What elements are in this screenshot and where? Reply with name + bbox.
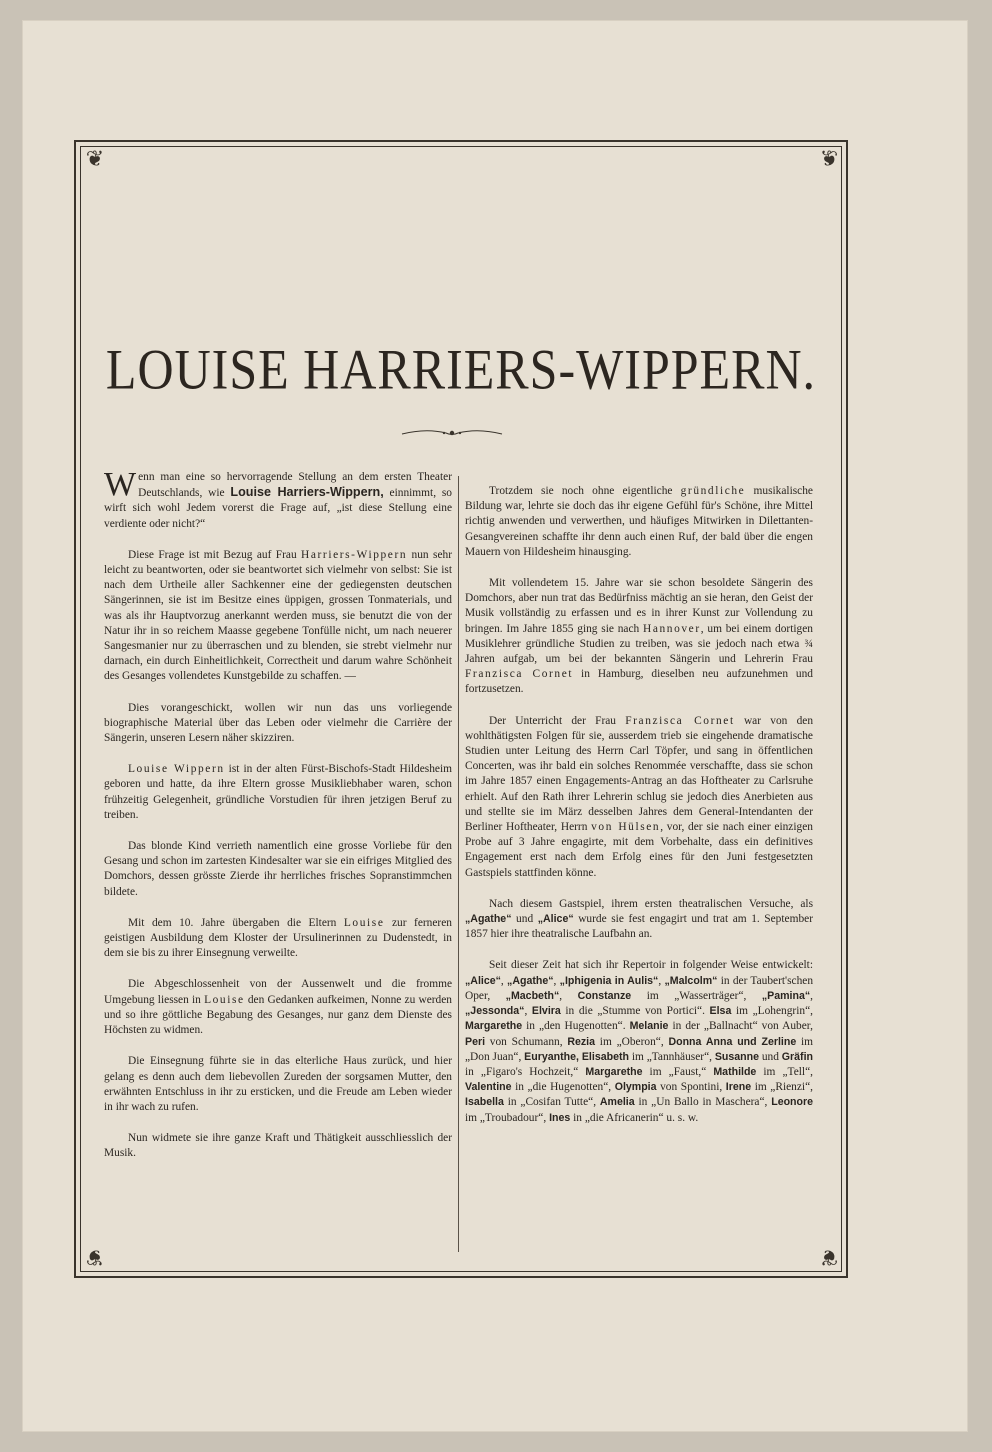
- text: Seit dieser Zeit hat sich ihr Repertoir in folgender Weise entwickelt:: [489, 959, 813, 972]
- left-column: [104, 466, 452, 1178]
- text: Mit dem 10. Jahre übergaben die Eltern: [128, 916, 344, 929]
- text: und: [511, 913, 538, 926]
- text: den Gedanken aufkeimen, Nonne zu werden und so ihre göttliche Begabung des Gesanges, nur ganz dem Dienste des Höchsten zu widmen.: [104, 993, 452, 1037]
- text: von Spontini,: [656, 1081, 726, 1094]
- role-name: „Macbeth“: [505, 989, 560, 1002]
- text: wurde sie fest engagirt und trat am 1. September 1857 hier ihre theatralische Laufbahn an.: [465, 913, 814, 941]
- drop-cap: W: [104, 466, 137, 503]
- paragraph: [104, 548, 452, 685]
- singer-name: Louise: [343, 916, 385, 929]
- text: im „Tannhäuser“,: [628, 1050, 715, 1063]
- paragraph: [104, 466, 452, 532]
- paragraph: [104, 916, 452, 962]
- role-name: Elvira: [531, 1005, 561, 1018]
- role-name: Leonore: [771, 1096, 814, 1109]
- text: ,: [553, 974, 560, 987]
- right-column: [465, 484, 813, 1142]
- text: in die „Stumme von Portici“.: [560, 1005, 710, 1018]
- role-name: Margarethe: [585, 1065, 643, 1078]
- role-name: Elsa: [709, 1005, 732, 1018]
- repertoire-paragraph: [465, 958, 813, 1125]
- text: , vor, der sie nach einer einzigen Probe auf 3 Jahre engagirte, mit dem Vorbehalte, dass ein definitives Engagement erst nach dem Erfolg eines für den Juni festgesetzten Gastspiels stattfinden könne.: [465, 821, 813, 879]
- text: Die Abgeschlossenheit von der Aussenwelt und die fromme Umgebung liessen in: [104, 978, 452, 1006]
- paragraph: Dies vorangeschickt, wollen wir nun das uns vorliegende biographische Material über das Leben oder vielmehr die Carrière der Sängerin, unseren Lesern näher skizziren.: [104, 701, 452, 745]
- title-ornament-icon: [400, 426, 504, 440]
- paragraph: [465, 576, 813, 698]
- text: ,: [810, 989, 813, 1002]
- emphasis: Franzisca Cornet: [625, 714, 735, 727]
- role-name: Melanie: [629, 1020, 669, 1033]
- paragraph: Das blonde Kind verrieth namentlich eine grosse Vorliebe für den Gesang und schon im zartesten Kindesalter war sie ein eifriges Mitglied des Domchors, dessen grösste Zierde ihr herrliches frisches Sopranstimmchen bildete.: [104, 840, 452, 898]
- text: ,: [559, 989, 578, 1002]
- text: , um bei einem dortigen Musiklehrer gründliche Studien zu treiben, was sie jedoch nach etwa ¾ Jahren aufgab, um bei der bekannten Sängerin und Lehrerin Frau: [465, 622, 813, 666]
- text: Der Unterricht der Frau: [489, 714, 626, 727]
- role-name: Amelia: [599, 1096, 635, 1109]
- text: ,: [658, 974, 665, 987]
- text: im „Troubadour“,: [465, 1111, 550, 1124]
- text: und: [759, 1050, 782, 1063]
- role-name: Gräfin: [781, 1050, 813, 1063]
- role-name: Isabella: [465, 1096, 504, 1109]
- paragraph: [465, 484, 813, 560]
- text: in „den Hugenotten“.: [522, 1020, 630, 1033]
- role-name: Constanze: [577, 989, 632, 1002]
- paragraph: [465, 714, 813, 881]
- text: zur ferneren geistigen Ausbildung dem Kloster der Ursulinerinnen zu Dudenstedt, in dem sie bis zu ihrer Einsegnung verweilte.: [104, 916, 452, 960]
- corner-ornament-icon: ❦: [85, 146, 105, 171]
- corner-ornament-icon: ❦: [819, 146, 839, 171]
- singer-name: Louise Wippern: [128, 763, 225, 776]
- role-name: „Alice“: [537, 913, 574, 926]
- role-name: Valentine: [465, 1081, 512, 1094]
- text: im „Wasserträger“,: [631, 989, 762, 1002]
- text: in Hamburg, dieselben neu aufzunehmen und fortzusetzen.: [465, 668, 813, 696]
- page-title: LOUISE HARRIERS-WIPPERN.: [105, 336, 817, 402]
- text: im „Don Juan“,: [465, 1035, 814, 1063]
- role-name: Rezia: [567, 1035, 596, 1048]
- role-name: „Alice“: [465, 974, 501, 987]
- column-divider: [458, 476, 459, 1252]
- text: in „Cosifan Tutte“,: [503, 1096, 600, 1109]
- role-name: „Jessonda“: [465, 1005, 525, 1018]
- paragraph: [465, 897, 813, 943]
- text: im „Tell“,: [756, 1065, 813, 1078]
- text: im „Faust,“: [642, 1065, 714, 1078]
- emphasis: von Hülsen: [591, 821, 661, 834]
- role-name: Susanne: [714, 1050, 759, 1063]
- paragraph: [104, 977, 452, 1038]
- role-name: „Pamina“: [761, 989, 811, 1002]
- role-name: Margarethe: [465, 1020, 523, 1033]
- paragraph: Nun widmete sie ihre ganze Kraft und Thätigkeit ausschliesslich der Musik.: [104, 1132, 452, 1160]
- role-name: Donna Anna und Zerline: [668, 1035, 797, 1048]
- text: ist in der alten Fürst-Bischofs-Stadt Hildesheim geboren und hatte, da ihre Eltern grosse Musikliebhaber waren, schon frühzeitig Gelegenheit, gründliche Vorstudien für ihren jetzigen Beruf zu treiben.: [104, 763, 452, 821]
- role-name: Mathilde: [713, 1065, 757, 1078]
- role-name: Irene: [725, 1081, 752, 1094]
- role-name: „Malcolm“: [664, 974, 718, 987]
- text: in der Taubert'schen Oper,: [465, 974, 814, 1002]
- role-name: „Agathe“: [465, 913, 512, 926]
- text: einnimmt, so wirft sich wohl Jedem vorerst die Frage auf, „ist diese Stellung eine verdiente oder nicht?“: [104, 487, 452, 530]
- text: in der „Ballnacht“ von Auber,: [668, 1020, 813, 1033]
- text: Nach diesem Gastspiel, ihrem ersten theatralischen Versuche, als: [489, 897, 813, 910]
- paragraph: Die Einsegnung führte sie in das elterliche Haus zurück, und hier gelang es denn auch dem liebevollen Zureden der sorgsamen Mutter, den erwähnten Entschluss in ihr zu ersticken, und die Freude am Leben wieder in ihr wach zu rufen.: [104, 1055, 452, 1113]
- singer-name: Louise Harriers-Wippern,: [230, 485, 384, 500]
- paragraph: [104, 762, 452, 823]
- text: in „die Africanerin“ u. s. w.: [570, 1111, 699, 1124]
- text: im „Oberon“,: [595, 1035, 669, 1048]
- role-name: Ines: [549, 1111, 571, 1124]
- text: im „Rienzi“,: [751, 1081, 813, 1094]
- text: Mit vollendetem 15. Jahre war sie schon besoldete Sängerin des Domchors, aber nun trat das Bedürfniss mächtig an sie heran, den Geist der Musik vollständig zu erfassen und es in ihrer Kunst zur Vollendung zu bringen. Im Jahre 1855 ging sie nach: [465, 577, 813, 635]
- text: musikalische Bildung war, lehrte sie doch das ihr eigene Gefühl für's Schöne, ihre Mittel richtig anwenden und verwerthen, und häufiges Mitwirken in Dilettanten-Gesangvereinen schaffte ihr denn auch einen Ruf, der bald über die engen Mauern von Hildesheim hinausging.: [465, 485, 813, 558]
- text: enn man eine so hervorragende Stellung an dem ersten Theater Deutschlands, wie: [138, 471, 452, 500]
- text: ,: [524, 1005, 532, 1018]
- text: nun sehr leicht zu beantworten, oder sie beantwortet sich vielmehr von selbst: Sie ist nach dem Urtheile aller Sachkenner eine der gediegensten deutschen Sängerinnen, sie ist im Besitze eines üppigen, grossen Tonmaterials, und was als ihr Hauptvorzug anerkannt werden muss, sie benutzt die von der Natur ihr in so reichem Maasse gegebene Tonfülle nicht, um nach neuerer Sangesmanier nur zu überraschen und zu blenden, sie strebt vielmehr nur darnach, ein durch Einheitlichkeit, Correctheit und darum wahre Schönheit des Gesanges vollendetes Kunstgebilde zu schaffen. —: [104, 548, 452, 683]
- corner-ornament-icon: ❦: [819, 1245, 839, 1270]
- singer-name: Harriers-Wippern: [301, 548, 408, 561]
- text: ,: [500, 974, 508, 987]
- emphasis: gründliche: [680, 485, 746, 497]
- text: in „Figaro's Hochzeit,“: [465, 1065, 586, 1078]
- role-name: Euryanthe, Elisabeth: [524, 1050, 629, 1063]
- singer-name: Louise: [204, 993, 245, 1006]
- text: in „die Hugenotten“,: [511, 1081, 615, 1094]
- corner-ornament-icon: ❦: [85, 1245, 105, 1270]
- text: in „Un Ballo in Maschera“,: [634, 1096, 772, 1109]
- role-name: Peri: [465, 1035, 486, 1048]
- emphasis: Hannover: [643, 622, 701, 635]
- text: im „Lohengrin“,: [731, 1005, 813, 1018]
- text: Diese Frage ist mit Bezug auf Frau: [128, 548, 302, 561]
- text: Trotzdem sie noch ohne eigentliche: [489, 485, 681, 497]
- text: von Schumann,: [485, 1035, 568, 1048]
- role-name: „Iphigenia in Aulis“: [559, 974, 659, 987]
- text: war von den wohlthätigsten Folgen für sie, ausserdem trieb sie eingehende dramatische Studien unter Leitung des Herrn Carl Töpfer, und sang in öffentlichen Concerten, was ihr bald ein solches Renommée verschaffte, dass sie schon im Jahre 1857 einen Engagements-Antrag an das Hoftheater zu Carlsruhe erhielt. Auf den Rath ihrer Lehrerin schlug sie jedoch dies Anerbieten aus und stellte sie im März desselben Jahres dem General-Intendanten der Berliner Hoftheater, Herrn: [465, 714, 814, 834]
- role-name: „Agathe“: [507, 974, 554, 987]
- role-name: Olympia: [614, 1081, 657, 1094]
- emphasis: Franzisca Cornet: [465, 668, 574, 681]
